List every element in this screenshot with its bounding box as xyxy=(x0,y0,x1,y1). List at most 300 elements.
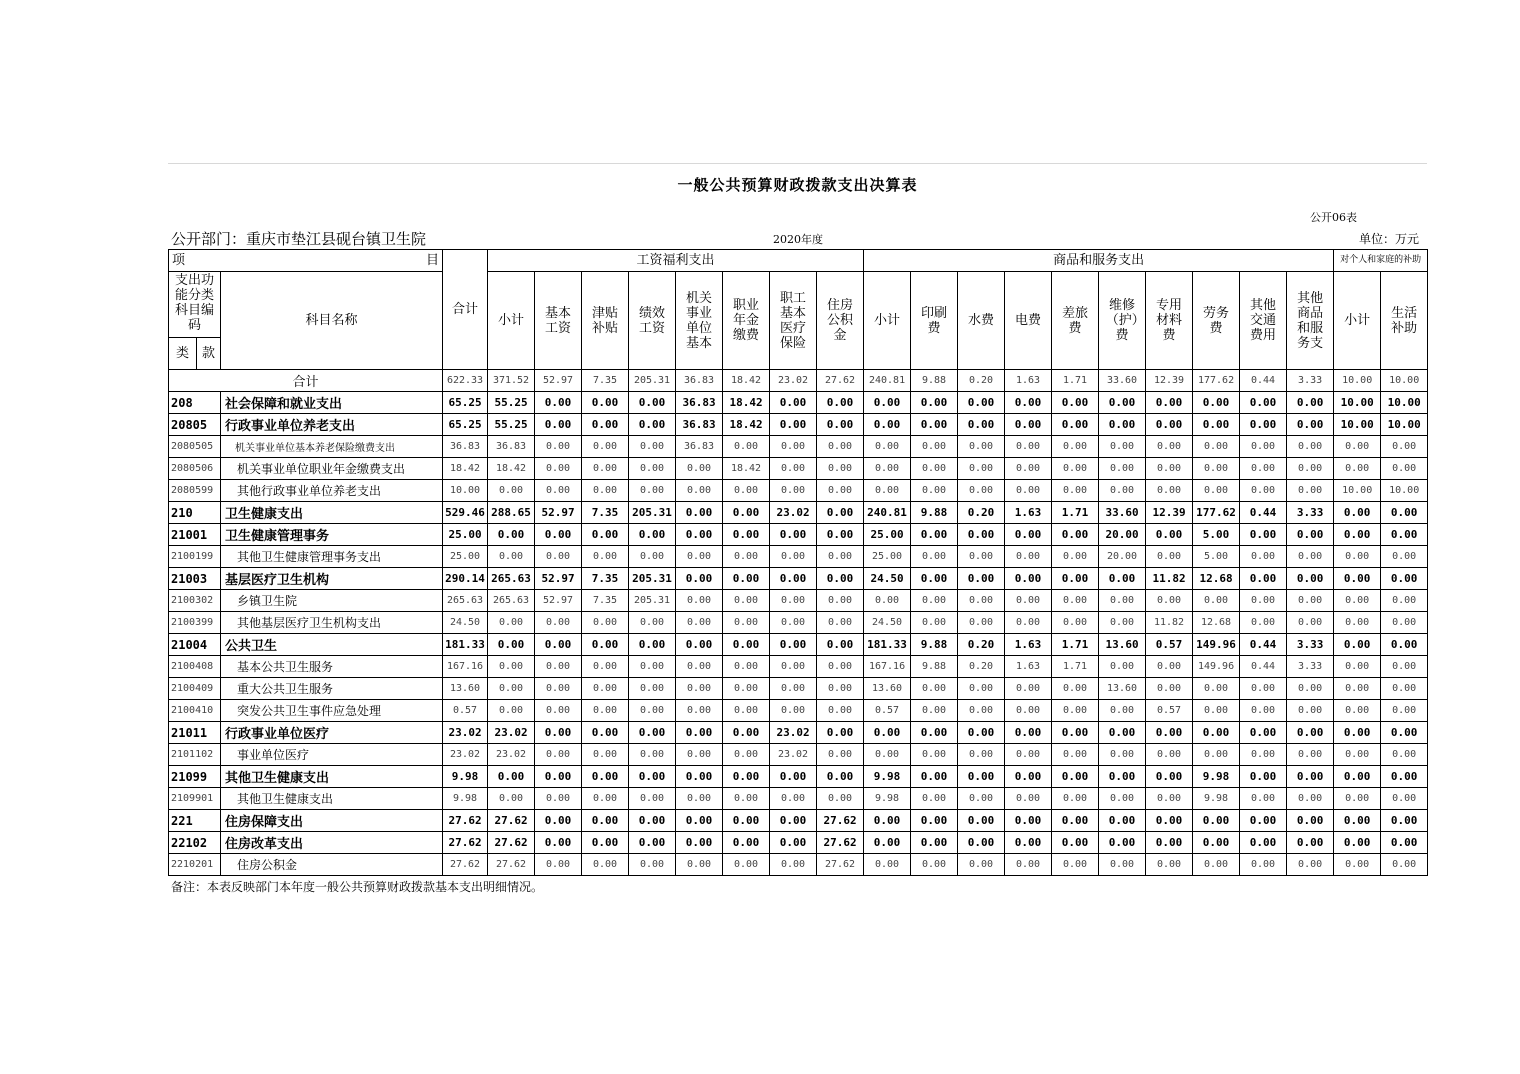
value-cell: 0.00 xyxy=(488,678,535,700)
column-header xyxy=(1146,272,1193,370)
value-cell: 0.00 xyxy=(958,788,1005,810)
value-cell: 0.00 xyxy=(1052,810,1099,832)
row-name: 卫生健康支出 xyxy=(221,502,443,524)
value-cell: 1.63 xyxy=(1005,634,1052,656)
value-cell: 0.00 xyxy=(582,436,629,458)
value-cell: 0.00 xyxy=(723,788,770,810)
value-cell: 0.00 xyxy=(676,810,723,832)
code-header xyxy=(169,272,221,338)
value-cell: 27.62 xyxy=(817,854,864,876)
value-cell: 167.16 xyxy=(443,656,488,678)
value-cell: 0.00 xyxy=(1240,854,1287,876)
value-cell: 0.00 xyxy=(582,524,629,546)
value-cell: 0.00 xyxy=(1381,458,1428,480)
value-cell: 0.00 xyxy=(535,788,582,810)
value-cell: 0.00 xyxy=(676,700,723,722)
value-cell: 0.00 xyxy=(1099,700,1146,722)
value-cell: 0.00 xyxy=(535,612,582,634)
value-cell: 12.39 xyxy=(1146,502,1193,524)
value-cell: 24.50 xyxy=(864,568,911,590)
value-cell: 33.60 xyxy=(1099,502,1146,524)
value-cell: 55.25 xyxy=(488,414,535,436)
row-name: 突发公共卫生事件应急处理 xyxy=(221,700,443,722)
value-cell: 5.00 xyxy=(1193,524,1240,546)
table-row xyxy=(169,854,1428,876)
row-code: 2100199 xyxy=(169,546,221,568)
value-cell: 0.00 xyxy=(535,392,582,414)
value-cell: 0.00 xyxy=(1381,590,1428,612)
value-cell: 0.00 xyxy=(1240,590,1287,612)
value-cell: 0.00 xyxy=(582,480,629,502)
value-cell: 0.00 xyxy=(676,546,723,568)
value-cell: 0.00 xyxy=(817,700,864,722)
row-name: 其他基层医疗卫生机构支出 xyxy=(221,612,443,634)
row-code: 21001 xyxy=(169,524,221,546)
row-name: 住房改革支出 xyxy=(221,832,443,854)
value-cell: 23.02 xyxy=(443,722,488,744)
row-code: 2210201 xyxy=(169,854,221,876)
value-cell: 0.00 xyxy=(817,634,864,656)
value-cell: 55.25 xyxy=(488,392,535,414)
value-cell: 0.00 xyxy=(1099,722,1146,744)
value-cell: 10.00 xyxy=(1334,392,1381,414)
table-row xyxy=(169,414,1428,436)
value-cell: 0.00 xyxy=(582,612,629,634)
value-cell: 0.00 xyxy=(1005,436,1052,458)
column-header-text: 基本工资 xyxy=(545,305,572,336)
value-cell: 0.00 xyxy=(1334,766,1381,788)
row-code: 2080505 xyxy=(169,436,221,458)
value-cell: 0.00 xyxy=(1193,722,1240,744)
value-cell: 0.00 xyxy=(1099,832,1146,854)
row-code: 21099 xyxy=(169,766,221,788)
value-cell: 0.00 xyxy=(817,480,864,502)
value-cell: 0.00 xyxy=(1287,414,1334,436)
value-cell: 0.00 xyxy=(1099,392,1146,414)
value-cell: 0.20 xyxy=(958,634,1005,656)
row-name: 行政事业单位医疗 xyxy=(221,722,443,744)
value-cell: 0.00 xyxy=(1240,832,1287,854)
value-cell: 27.62 xyxy=(488,832,535,854)
value-cell: 0.00 xyxy=(1240,414,1287,436)
value-cell: 0.00 xyxy=(1052,436,1099,458)
department-label: 公开部门：重庆市垫江县砚台镇卫生院 xyxy=(171,230,427,248)
value-cell: 1.71 xyxy=(1052,502,1099,524)
value-cell: 0.00 xyxy=(1381,810,1428,832)
value-cell: 0.00 xyxy=(1005,744,1052,766)
column-header-text: 维修（护）费 xyxy=(1105,298,1139,343)
value-cell: 36.83 xyxy=(676,392,723,414)
value-cell: 0.00 xyxy=(770,854,817,876)
value-cell: 0.00 xyxy=(864,854,911,876)
value-cell: 0.00 xyxy=(535,414,582,436)
value-cell: 0.00 xyxy=(958,700,1005,722)
column-header-text: 电费 xyxy=(1015,313,1042,328)
value-cell: 0.00 xyxy=(1240,546,1287,568)
table-row xyxy=(169,634,1428,656)
value-cell: 0.00 xyxy=(817,678,864,700)
value-cell: 0.00 xyxy=(1146,458,1193,480)
value-cell: 0.00 xyxy=(1240,524,1287,546)
total-value-cell: 0.20 xyxy=(958,370,1005,392)
value-cell: 13.60 xyxy=(443,678,488,700)
value-cell: 0.00 xyxy=(629,546,676,568)
total-value-cell: 205.31 xyxy=(629,370,676,392)
value-cell: 290.14 xyxy=(443,568,488,590)
value-cell: 0.00 xyxy=(1099,810,1146,832)
value-cell: 0.00 xyxy=(958,678,1005,700)
value-cell: 0.00 xyxy=(582,678,629,700)
value-cell: 0.00 xyxy=(958,832,1005,854)
row-code: 221 xyxy=(169,810,221,832)
value-cell: 0.00 xyxy=(1146,788,1193,810)
value-cell: 0.00 xyxy=(1334,700,1381,722)
row-name: 基本公共卫生服务 xyxy=(221,656,443,678)
value-cell: 0.00 xyxy=(629,392,676,414)
row-code: 2100399 xyxy=(169,612,221,634)
value-cell: 288.65 xyxy=(488,502,535,524)
value-cell: 0.00 xyxy=(1005,788,1052,810)
expenditure-table xyxy=(168,249,1428,876)
value-cell: 0.00 xyxy=(1193,392,1240,414)
value-cell: 0.00 xyxy=(1287,700,1334,722)
value-cell: 265.63 xyxy=(443,590,488,612)
value-cell: 0.00 xyxy=(1052,414,1099,436)
value-cell: 0.00 xyxy=(535,854,582,876)
value-cell: 0.57 xyxy=(864,700,911,722)
value-cell: 0.00 xyxy=(1146,810,1193,832)
value-cell: 0.00 xyxy=(1334,656,1381,678)
value-cell: 0.00 xyxy=(488,656,535,678)
total-value-cell: 10.00 xyxy=(1381,370,1428,392)
value-cell: 0.00 xyxy=(770,832,817,854)
value-cell: 9.98 xyxy=(864,788,911,810)
table-row xyxy=(169,766,1428,788)
value-cell: 0.00 xyxy=(629,612,676,634)
value-cell: 0.00 xyxy=(629,744,676,766)
value-cell: 3.33 xyxy=(1287,634,1334,656)
value-cell: 1.71 xyxy=(1052,656,1099,678)
value-cell: 23.02 xyxy=(770,722,817,744)
value-cell: 0.00 xyxy=(488,700,535,722)
value-cell: 0.00 xyxy=(1334,854,1381,876)
value-cell: 0.00 xyxy=(1240,480,1287,502)
total-value-cell: 1.71 xyxy=(1052,370,1099,392)
value-cell: 0.00 xyxy=(1287,590,1334,612)
value-cell: 0.00 xyxy=(535,634,582,656)
value-cell: 0.00 xyxy=(1381,524,1428,546)
value-cell: 0.00 xyxy=(723,656,770,678)
value-cell: 0.00 xyxy=(1146,854,1193,876)
value-cell: 0.00 xyxy=(1381,854,1428,876)
value-cell: 18.42 xyxy=(443,458,488,480)
value-cell: 0.00 xyxy=(958,744,1005,766)
row-name: 其他卫生健康支出 xyxy=(221,788,443,810)
value-cell: 0.00 xyxy=(1099,414,1146,436)
value-cell: 23.02 xyxy=(488,744,535,766)
table-header xyxy=(169,250,1428,370)
value-cell: 0.00 xyxy=(1240,722,1287,744)
value-cell: 0.44 xyxy=(1240,502,1287,524)
value-cell: 13.60 xyxy=(1099,678,1146,700)
value-cell: 0.00 xyxy=(582,744,629,766)
value-cell: 0.00 xyxy=(1240,436,1287,458)
value-cell: 0.00 xyxy=(582,722,629,744)
value-cell: 25.00 xyxy=(443,524,488,546)
table-row xyxy=(169,656,1428,678)
value-cell: 0.57 xyxy=(1146,634,1193,656)
row-code: 21003 xyxy=(169,568,221,590)
value-cell: 0.00 xyxy=(676,722,723,744)
value-cell: 0.00 xyxy=(1146,546,1193,568)
value-cell: 0.00 xyxy=(911,568,958,590)
value-cell: 10.00 xyxy=(443,480,488,502)
value-cell: 0.00 xyxy=(911,744,958,766)
value-cell: 0.00 xyxy=(958,458,1005,480)
value-cell: 0.00 xyxy=(535,700,582,722)
total-value-cell: 622.33 xyxy=(443,370,488,392)
value-cell: 0.00 xyxy=(911,854,958,876)
value-cell: 0.00 xyxy=(1193,678,1240,700)
goods-group-header: 商品和服务支出 xyxy=(864,250,1334,272)
row-code: 2080599 xyxy=(169,480,221,502)
total-value-cell: 9.88 xyxy=(911,370,958,392)
value-cell: 0.00 xyxy=(1240,744,1287,766)
table-row xyxy=(169,524,1428,546)
table-body xyxy=(169,370,1428,876)
lei-header: 类 xyxy=(169,338,197,370)
value-cell: 0.00 xyxy=(1287,766,1334,788)
value-cell: 0.00 xyxy=(1146,524,1193,546)
table-row xyxy=(169,744,1428,766)
value-cell: 0.00 xyxy=(582,766,629,788)
row-code: 2101102 xyxy=(169,744,221,766)
form-number: 公开06表 xyxy=(1310,211,1357,224)
value-cell: 0.00 xyxy=(864,744,911,766)
value-cell: 0.00 xyxy=(535,458,582,480)
value-cell: 0.00 xyxy=(723,678,770,700)
column-header-text: 住房公积金 xyxy=(827,298,854,343)
row-code: 2100409 xyxy=(169,678,221,700)
value-cell: 9.98 xyxy=(443,788,488,810)
value-cell: 0.00 xyxy=(1381,436,1428,458)
value-cell: 0.00 xyxy=(723,612,770,634)
row-code: 2100408 xyxy=(169,656,221,678)
value-cell: 0.00 xyxy=(1099,458,1146,480)
row-code: 2080506 xyxy=(169,458,221,480)
value-cell: 0.00 xyxy=(1099,656,1146,678)
value-cell: 265.63 xyxy=(488,590,535,612)
row-name: 机关事业单位基本养老保险缴费支出 xyxy=(221,436,443,458)
value-cell: 0.00 xyxy=(958,722,1005,744)
value-cell: 27.62 xyxy=(488,854,535,876)
value-cell: 0.00 xyxy=(958,590,1005,612)
report-title: 一般公共预算财政拨款支出决算表 xyxy=(168,163,1427,206)
value-cell: 0.00 xyxy=(629,458,676,480)
value-cell: 0.00 xyxy=(911,458,958,480)
value-cell: 0.00 xyxy=(1334,524,1381,546)
column-header-text: 劳务费 xyxy=(1203,305,1230,336)
value-cell: 529.46 xyxy=(443,502,488,524)
value-cell: 9.88 xyxy=(911,502,958,524)
value-cell: 0.00 xyxy=(629,854,676,876)
value-cell: 10.00 xyxy=(1334,480,1381,502)
value-cell: 0.00 xyxy=(911,612,958,634)
value-cell: 0.00 xyxy=(723,832,770,854)
value-cell: 0.00 xyxy=(958,436,1005,458)
value-cell: 0.00 xyxy=(1334,546,1381,568)
value-cell: 0.00 xyxy=(629,634,676,656)
value-cell: 181.33 xyxy=(864,634,911,656)
value-cell: 0.00 xyxy=(817,524,864,546)
name-header: 科目名称 xyxy=(221,272,443,370)
value-cell: 0.00 xyxy=(1146,392,1193,414)
value-cell: 0.00 xyxy=(770,568,817,590)
total-value-cell: 240.81 xyxy=(864,370,911,392)
value-cell: 240.81 xyxy=(864,502,911,524)
column-header xyxy=(1099,272,1146,370)
value-cell: 0.00 xyxy=(817,568,864,590)
value-cell: 18.42 xyxy=(723,414,770,436)
value-cell: 0.00 xyxy=(770,546,817,568)
value-cell: 0.00 xyxy=(911,414,958,436)
value-cell: 0.00 xyxy=(1381,722,1428,744)
row-name: 乡镇卫生院 xyxy=(221,590,443,612)
value-cell: 0.00 xyxy=(1193,744,1240,766)
value-cell: 0.00 xyxy=(1099,766,1146,788)
value-cell: 0.00 xyxy=(864,436,911,458)
column-header-text: 职业年金缴费 xyxy=(733,298,760,343)
value-cell: 0.00 xyxy=(1146,590,1193,612)
value-cell: 0.00 xyxy=(770,766,817,788)
column-header xyxy=(770,272,817,370)
value-cell: 0.00 xyxy=(1287,436,1334,458)
value-cell: 0.00 xyxy=(629,656,676,678)
value-cell: 52.97 xyxy=(535,568,582,590)
value-cell: 0.00 xyxy=(958,810,1005,832)
value-cell: 23.02 xyxy=(488,722,535,744)
value-cell: 0.00 xyxy=(770,458,817,480)
personal-group-header: 对个人和家庭的补助 xyxy=(1334,250,1428,272)
total-value-cell: 371.52 xyxy=(488,370,535,392)
value-cell: 0.00 xyxy=(817,436,864,458)
value-cell: 0.00 xyxy=(582,810,629,832)
column-header xyxy=(911,272,958,370)
value-cell: 0.00 xyxy=(723,480,770,502)
table-row xyxy=(169,788,1428,810)
value-cell: 0.00 xyxy=(723,810,770,832)
value-cell: 0.00 xyxy=(535,810,582,832)
value-cell: 0.00 xyxy=(535,436,582,458)
column-header xyxy=(1052,272,1099,370)
column-header xyxy=(817,272,864,370)
column-header-text: 印刷费 xyxy=(921,305,948,336)
value-cell: 9.98 xyxy=(1193,788,1240,810)
value-cell: 0.00 xyxy=(676,656,723,678)
value-cell: 0.00 xyxy=(958,612,1005,634)
table-row xyxy=(169,436,1428,458)
value-cell: 27.62 xyxy=(443,832,488,854)
value-cell: 0.00 xyxy=(535,766,582,788)
value-cell: 0.00 xyxy=(864,458,911,480)
value-cell: 0.00 xyxy=(1334,722,1381,744)
value-cell: 0.00 xyxy=(535,524,582,546)
value-cell: 0.00 xyxy=(629,524,676,546)
value-cell: 0.00 xyxy=(1052,480,1099,502)
value-cell: 12.68 xyxy=(1193,568,1240,590)
value-cell: 10.00 xyxy=(1334,414,1381,436)
total-row-label: 合计 xyxy=(169,370,443,392)
value-cell: 0.00 xyxy=(770,634,817,656)
value-cell: 0.00 xyxy=(911,722,958,744)
value-cell: 0.00 xyxy=(723,744,770,766)
value-cell: 0.00 xyxy=(1193,436,1240,458)
value-cell: 0.00 xyxy=(817,458,864,480)
column-header-text: 生活补助 xyxy=(1391,305,1418,336)
value-cell: 0.00 xyxy=(958,854,1005,876)
value-cell: 0.00 xyxy=(1287,810,1334,832)
column-header xyxy=(1240,272,1287,370)
value-cell: 0.00 xyxy=(1334,744,1381,766)
value-cell: 0.00 xyxy=(535,546,582,568)
value-cell: 0.00 xyxy=(1381,634,1428,656)
value-cell: 0.00 xyxy=(817,612,864,634)
row-code: 2109901 xyxy=(169,788,221,810)
value-cell: 0.00 xyxy=(1240,788,1287,810)
value-cell: 0.00 xyxy=(911,788,958,810)
row-code: 20805 xyxy=(169,414,221,436)
value-cell: 0.00 xyxy=(1287,546,1334,568)
value-cell: 0.00 xyxy=(1099,568,1146,590)
value-cell: 0.20 xyxy=(958,656,1005,678)
value-cell: 25.00 xyxy=(443,546,488,568)
value-cell: 36.83 xyxy=(676,436,723,458)
value-cell: 0.00 xyxy=(535,832,582,854)
value-cell: 0.20 xyxy=(958,502,1005,524)
value-cell: 36.83 xyxy=(676,414,723,436)
value-cell: 0.00 xyxy=(911,546,958,568)
value-cell: 3.33 xyxy=(1287,656,1334,678)
column-header xyxy=(676,272,723,370)
row-name: 重大公共卫生服务 xyxy=(221,678,443,700)
row-code: 22102 xyxy=(169,832,221,854)
row-name: 卫生健康管理事务 xyxy=(221,524,443,546)
value-cell: 0.00 xyxy=(1146,436,1193,458)
row-name: 住房公积金 xyxy=(221,854,443,876)
value-cell: 0.00 xyxy=(676,766,723,788)
table-row xyxy=(169,392,1428,414)
row-name: 行政事业单位养老支出 xyxy=(221,414,443,436)
value-cell: 0.00 xyxy=(629,722,676,744)
value-cell: 0.00 xyxy=(911,678,958,700)
value-cell: 1.63 xyxy=(1005,656,1052,678)
column-header xyxy=(1005,272,1052,370)
value-cell: 0.00 xyxy=(1099,854,1146,876)
value-cell: 0.00 xyxy=(676,502,723,524)
column-header xyxy=(629,272,676,370)
total-value-cell: 36.83 xyxy=(676,370,723,392)
value-cell: 0.00 xyxy=(676,524,723,546)
value-cell: 52.97 xyxy=(535,590,582,612)
value-cell: 0.00 xyxy=(582,854,629,876)
column-header xyxy=(1193,272,1240,370)
value-cell: 1.71 xyxy=(1052,634,1099,656)
total-value-cell: 52.97 xyxy=(535,370,582,392)
value-cell: 0.00 xyxy=(1381,832,1428,854)
value-cell: 0.00 xyxy=(770,678,817,700)
value-cell: 0.57 xyxy=(1146,700,1193,722)
value-cell: 0.00 xyxy=(582,656,629,678)
